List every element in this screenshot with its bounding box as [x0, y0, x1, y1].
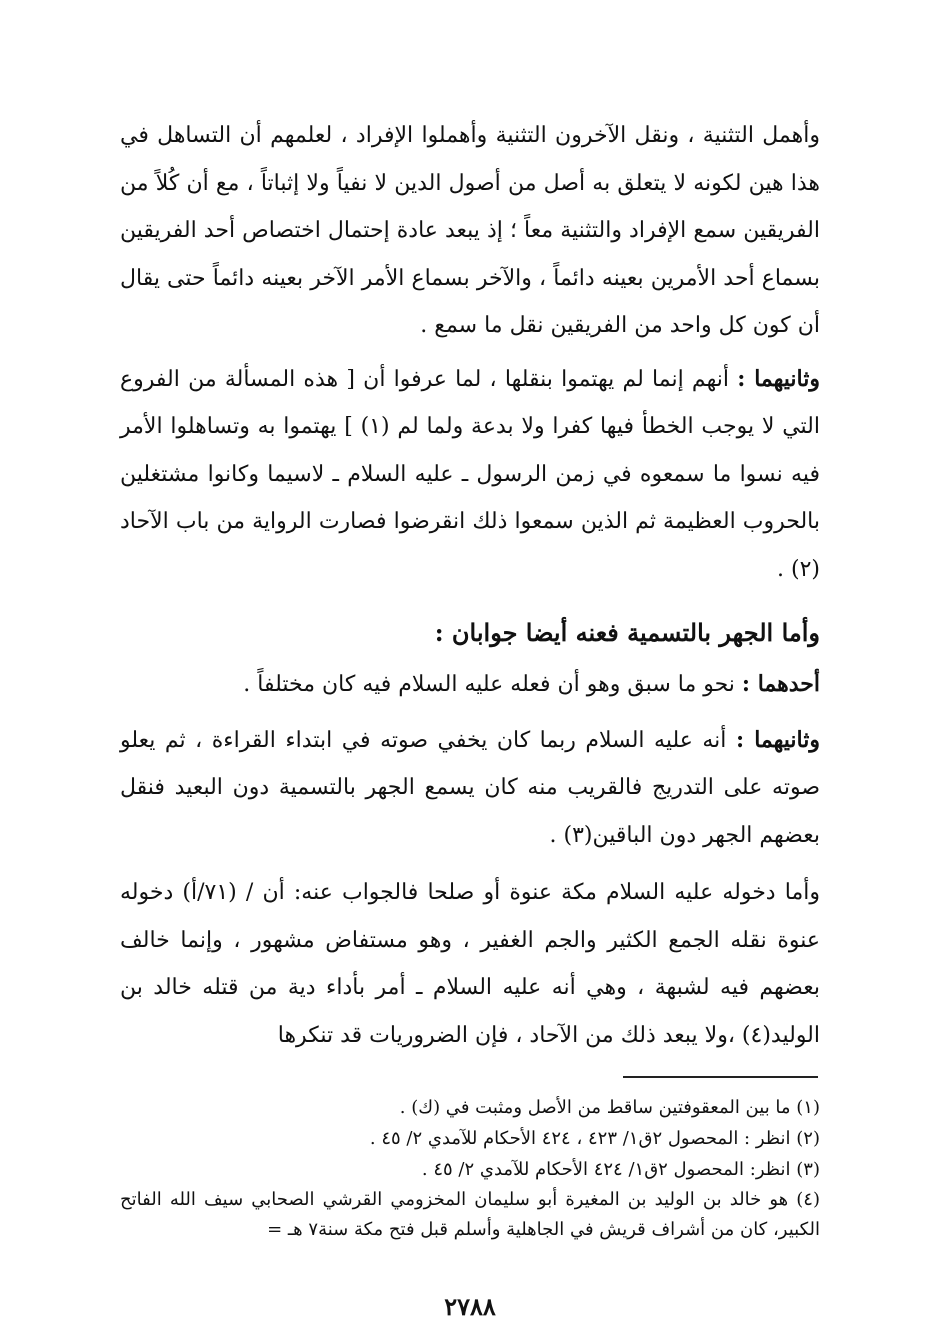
footnote-2: (٢) انظر : المحصول ٢ق١/ ٤٢٣ ، ٤٢٤ الأحكام للآمدي ٢/ ٤٥ . [369, 1128, 820, 1149]
paragraph-4-text: أنه عليه السلام ربما كان يخفي صوته في ابتداء القراءة ، ثم يعلو صوته على التدريج فالقريب منه كان يسمع الجهر بالتسمية دون البعيد فنقل بعضهم الجهر دون الباقين(٣) . [120, 727, 820, 848]
paragraph-3-text: نحو ما سبق وهو أن فعله عليه السلام فيه كان مختلفاً . [243, 672, 742, 697]
footnotes [120, 1092, 820, 1245]
footnote-divider [623, 1076, 818, 1078]
paragraph-4-lead: وثانيهما : [735, 726, 821, 753]
paragraph-2-text: أنهم إنما لم يهتموا بنقلها ، لما عرفوا أن [ هذه المسألة من الفروع التي لا يوجب الخطأ فيها كفرا ولا بدعة ولما لم (١) ] يهتموا به وتساهلوا الأمر فيه نسوا ما سمعوه في زمن الرسول ـ عليه السلام ـ لاسيما وكانوا مشتغلين بالحروب العظيمة ثم الذين سمعوا ذلك انقرضوا فصارت الرواية من باب الآحاد (٢) . [120, 366, 820, 582]
page-number: ٢٧٨٨ [444, 1292, 496, 1321]
paragraph-3 [120, 661, 820, 709]
paragraph-1 [120, 112, 820, 350]
footnote-3: (٣) انظر: المحصول ٢ق١/ ٤٢٤ الأحكام للآمدي ٢/ ٤٥ . [421, 1159, 820, 1180]
paragraph-5-text: وأما دخوله عليه السلام مكة عنوة أو صلحا فالجواب عنه: أن / (٧١/أ) دخوله عنوة نقله الجمع الكثير والجم الغفير ، وهو مستفاض مشهور ، وإنما خالف بعضهم فيه لشبهة ، وهي أنه عليه السلام ـ أمر بأداء دية من قتله خالد بن الوليد(٤) ،ولا يبعد ذلك من الآحاد ، فإن الضروريات قد تنكرها [120, 880, 820, 1048]
main-text [120, 112, 820, 1059]
section-heading: وأما الجهر بالتسمية فعنه أيضا جوابان : [434, 618, 820, 647]
paragraph-1-text: وأهمل التثنية ، ونقل الآخرون التثنية وأهملوا الإفراد ، لعلمهم أن التساهل في هذا هين لكونه لا يتعلق به أصل من أصول الدين لا نفياً ولا إثباتاً ، مع أن كُلاً من الفريقين سمع الإفراد والتثنية معاً ؛ إذ يبعد عادة إحتمال اختصاص أحد الفريقين بسماع أحد الأمرين بعينه دائماً ، والآخر بسماع الأمر الآخر بعينه دائماً حتى يقال أن كون كل واحد من الفريقين نقل ما سمع . [120, 123, 820, 338]
footnote-1: (١) ما بين المعقوفتين ساقط من الأصل ومثبت في (ك) . [399, 1097, 820, 1118]
paragraph-3-lead: أحدهما : [741, 671, 820, 697]
paragraph-2-lead: وثانيهما : [737, 365, 821, 392]
footnote-4: (٤) هو خالد بن الوليد بن المغيرة أبو سليمان المخزومي القرشي الصحابي سيف الله الفاتح الكبير، كان من أشراف قريش في الجاهلية وأسلم قبل فتح مكة سنة٧ هـ = [120, 1189, 820, 1240]
paragraph-4 [120, 717, 820, 860]
paragraph-5 [120, 869, 820, 1059]
paragraph-2 [120, 356, 820, 594]
